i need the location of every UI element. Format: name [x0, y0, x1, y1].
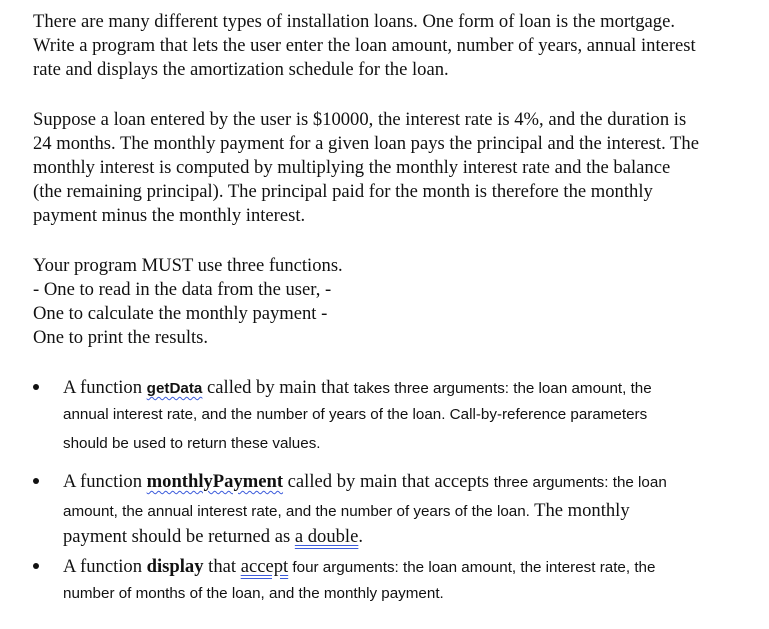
bullet-getdata-line2: annual interest rate, and the number of years of the loan. Call-by-reference parameters — [63, 406, 648, 423]
example-line: monthly interest is computed by multiplying the monthly interest rate and the balance — [33, 157, 671, 178]
grammar-flag-accept: accept — [240, 556, 289, 577]
intro-line: rate and displays the amortization schedule for the loan. — [33, 59, 449, 80]
function-name-monthlypayment: monthlyPayment — [146, 471, 284, 492]
bullet-dot-icon — [33, 563, 39, 569]
function-name-display: display — [146, 556, 204, 577]
bullet-monthlypayment-line3: payment should be returned as a double. — [63, 526, 364, 547]
example-line: payment minus the monthly interest. — [33, 205, 306, 226]
example-line: (the remaining principal). The principal paid for the month is therefore the monthly — [33, 181, 653, 202]
example-line: Suppose a loan entered by the user is $10000, the interest rate is 4%, and the duration is — [33, 109, 687, 130]
requirements-line: Your program MUST use three functions. — [33, 255, 343, 276]
bullet-monthlypayment-line1: A function monthlyPayment called by main that accepts three arguments: the loan — [63, 471, 667, 492]
bullet-dot-icon — [33, 384, 39, 390]
bullet-display-line2: number of months of the loan, and the monthly payment. — [63, 585, 444, 602]
return-type-double: a double — [294, 526, 359, 547]
function-name-getdata: getData — [146, 380, 203, 397]
intro-line: There are many different types of installation loans. One form of loan is the mortgage. — [33, 11, 675, 32]
bullet-monthlypayment-line2: amount, the annual interest rate, and the number of years of the loan. The monthly — [63, 500, 630, 521]
bullet-dot-icon — [33, 478, 39, 484]
bullet-display-line1: A function display that accept four arguments: the loan amount, the interest rate, the — [63, 556, 656, 577]
requirements-line: - One to read in the data from the user, - — [33, 279, 332, 300]
requirements-line: One to print the results. — [33, 327, 209, 348]
intro-line: Write a program that lets the user enter the loan amount, number of years, annual interest — [33, 35, 696, 56]
requirements-line: One to calculate the monthly payment - — [33, 303, 328, 324]
bullet-getdata-line1: A function getData called by main that takes three arguments: the loan amount, the — [63, 377, 652, 398]
example-line: 24 months. The monthly payment for a given loan pays the principal and the interest. The — [33, 133, 699, 154]
bullet-getdata-line3: should be used to return these values. — [63, 435, 321, 452]
